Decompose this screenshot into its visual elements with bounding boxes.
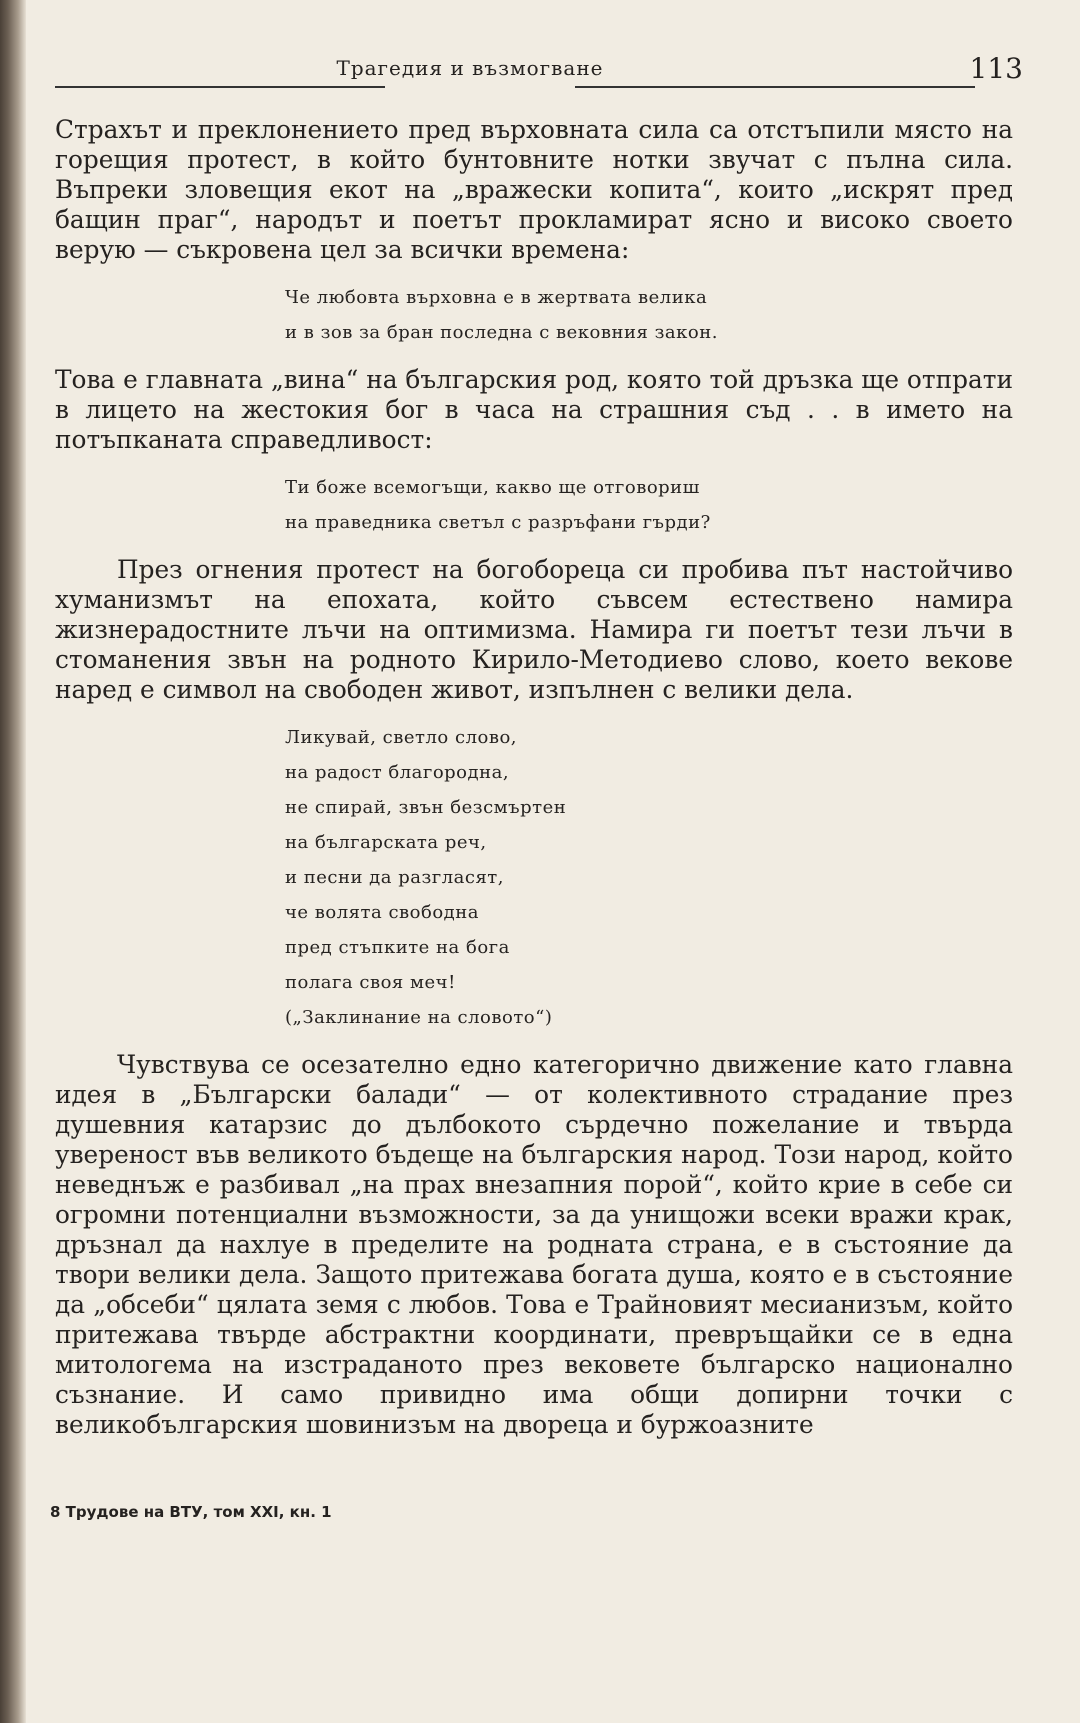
verse-line: на праведника светъл с разръфани гърди?	[285, 512, 711, 533]
running-title: Трагедия и възмогване	[336, 56, 604, 80]
header-rule-right	[575, 86, 975, 88]
header-rule-left	[55, 86, 385, 88]
paragraph-4: Чувствува се осезателно едно категорично движение като главна идея в „Български балади“ — от колективното страдание през душевния катарзис до дълбокото сърдечно пожелание и твърда увереност във великото бъдеще на българския народ. Този народ, който неведнъж е разбивал „на прах внезапния порой“, който крие в себе си огромни потенциални възможности, за да унищожи всеки вражи крак, дръзнал да нахлуе в пределите на родната страна, е в състояние да твори велики дела. Защото притежава богата душа, която е в състояние да „обсеби“ цялата земя с любов. Това е Трайновият месианизъм, който притежава твърде абстрактни координати, превръщайки се в една митологема на изстраданото през вековете българско национално съзнание. И само привидно има общи допирни точки с великобългарския шовинизъм на двореца и буржоазните	[55, 1050, 1013, 1439]
verse-line: Че любовта върховна е в жертвата велика	[285, 287, 708, 308]
verse-line: не спирай, звън безсмъртен	[285, 797, 567, 818]
verse-line: Ти боже всемогъщи, какво ще отговориш	[285, 477, 700, 498]
verse-line: и песни да разгласят,	[285, 867, 504, 888]
verse-source: („Заклинание на словото“)	[285, 1007, 553, 1028]
verse-quote-2	[285, 470, 1013, 540]
verse-quote-3	[285, 720, 1013, 1035]
verse-line: Ликувай, светло слово,	[285, 727, 518, 748]
footnote-signature: 8 Трудове на ВТУ, том XXI, кн. 1	[50, 1503, 332, 1521]
verse-line: и в зов за бран последна с вековния закон.	[285, 322, 718, 343]
page-number: 113	[969, 52, 1023, 85]
page-header	[55, 52, 1023, 92]
page-body	[55, 115, 1013, 1440]
paragraph-2: Това е главната „вина“ на българския род, която той дръзка ще отпрати в лицето на жестокия бог в часа на страшния съд . . в името на потъпканата справедливост:	[55, 365, 1013, 454]
verse-line: пред стъпките на бога	[285, 937, 510, 958]
paragraph-3: През огнения протест на богобореца си пробива път настойчиво хуманизмът на епохата, който съвсем естествено намира жизнерадостните лъчи на оптимизма. Намира ги поетът тези лъчи в стоманения звън на родното Кирило-Методиево слово, което векове наред е символ на свободен живот, изпълнен с велики дела.	[55, 555, 1013, 704]
book-binding-shadow	[0, 0, 26, 1723]
verse-line: на българската реч,	[285, 832, 487, 853]
paragraph-1: Страхът и преклонението пред върховната сила са отстъпили място на горещия протест, в който бунтовните нотки звучат с пълна сила. Въпреки зловещия екот на „вражески копита“, които „искрят пред бащин праг“, народът и поетът прокламират ясно и високо своето верую — съкровена цел за всички времена:	[55, 115, 1013, 264]
verse-line: на радост благородна,	[285, 762, 510, 783]
verse-quote-1	[285, 280, 1013, 350]
verse-line: че волята свободна	[285, 902, 479, 923]
verse-line: полага своя меч!	[285, 972, 456, 993]
